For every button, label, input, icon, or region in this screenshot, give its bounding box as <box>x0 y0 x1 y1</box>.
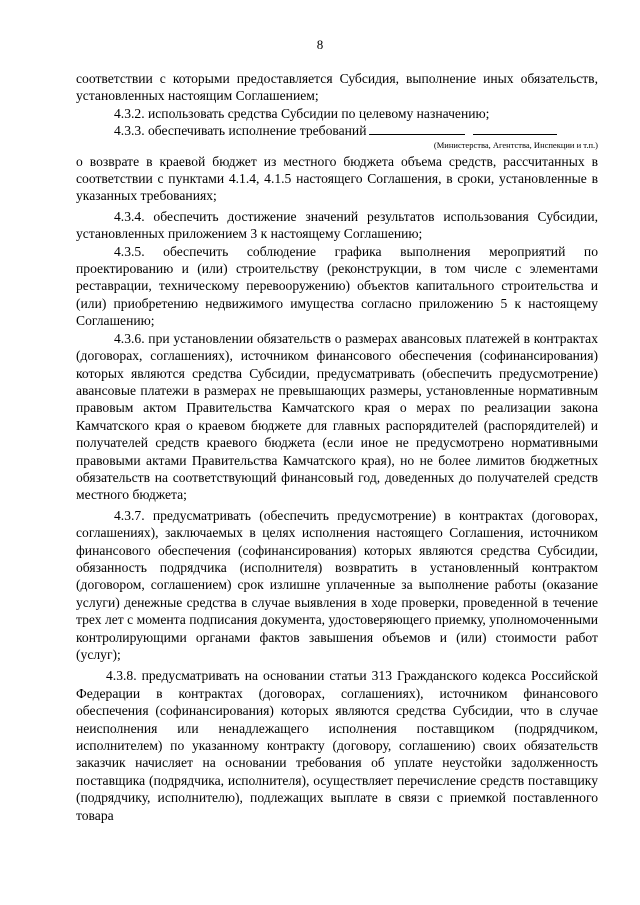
blank-line <box>473 122 557 135</box>
clause-4-3-6: 4.3.6. при установлении обязательств о размерах авансовых платежей в контрактах (договорах, соглашениях), источником финансового обеспечения (софинансирования) которых являются средства Субсидии, предусматривать (обеспечить предусмотрение) авансовые платежи в размерах не превышающих размеры, установленные нормативным правовым актом Правительства Камчатского края о мерах по реализации закона Камчатского края о краевом бюджете для главных распорядителей (распорядителей) и получателей средств краевого бюджета (если иное не предусмотрено нормативными правовыми актами Правительства Камчатского края), но не более лимитов бюджетных обязательств на соответствующий финансовый год, доведенных до получателей средств местного бюджета; <box>76 330 598 503</box>
clause-4-3-8: 4.3.8. предусматривать на основании статьи 313 Гражданского кодекса Российской Федерации в контрактах (договорах, соглашениях), источником финансового обеспечения (софинансирования) которых являются средства Субсидии, что в случае неисполнения или ненадлежащего исполнения поставщиком (подрядчиком, исполнителем) по указанному контракту (договору, соглашению) своих обязательств заказчик начисляет на основании требования об уплате неустойки задолженность поставщика (подрядчика, исполнителя), осуществляет перечисление средств поставщику (подрядчику, исполнителю), подлежащих выплате в связи с приемкой поставленного товара <box>76 668 598 823</box>
clause-4-3-3-label: 4.3.3. обеспечивать исполнение требований <box>114 123 367 139</box>
clause-4-3-4: 4.3.4. обеспечить достижение значений результатов использования Субсидии, установленных приложением 3 к настоящему Соглашению; <box>76 208 598 242</box>
clause-4-3-5: 4.3.5. обеспечить соблюдение графика выполнения мероприятий по проектированию и (или) строительству (реконструкции, в том числе с элементами реставрации, техническому перевооружению) объектов капитального строительства и (или) приобретению недвижимого имущества согласно приложению 5 к настоящему Соглашению; <box>76 243 598 329</box>
clause-4-3-3-heading <box>76 122 598 139</box>
clause-4-3-2: 4.3.2. использовать средства Субсидии по целевому назначению; <box>114 105 490 121</box>
blank-caption: (Министерства, Агентства, Инспекции и т.п.) <box>433 139 598 150</box>
document-body <box>76 70 598 824</box>
page-number: 8 <box>316 37 324 52</box>
paragraph-continuation: соответствии с которыми предоставляется Субсидия, выполнение иных обязательств, установленных настоящим Соглашением; <box>76 71 598 104</box>
clause-4-3-7: 4.3.7. предусматривать (обеспечить предусмотрение) в контрактах (договорах, соглашениях), заключаемых в целях исполнения настоящего Соглашения, источником финансового обеспечения (софинансирования) которых являются средства Субсидии, обязанность подрядчика (исполнителя) возвратить в установленный контрактом (договором, соглашением) срок излишне уплаченные за выполнение работы (оказание услуги) денежные средства в случае выявления в ходе проверки, проведенной в течение трех лет с момента подписания документа, удостоверяющего приемку, уполномоченными контролирующими органами фактов завышения объемов и (или) стоимости работ (услуг); <box>76 507 598 662</box>
blank-line <box>369 122 465 135</box>
clause-4-3-3-text: о возврате в краевой бюджет из местного бюджета объема средств, рассчитанных в соответствии с пунктами 4.1.4, 4.1.5 настоящего Соглашения, в сроки, установленные в указанных требованиях; <box>76 153 598 204</box>
